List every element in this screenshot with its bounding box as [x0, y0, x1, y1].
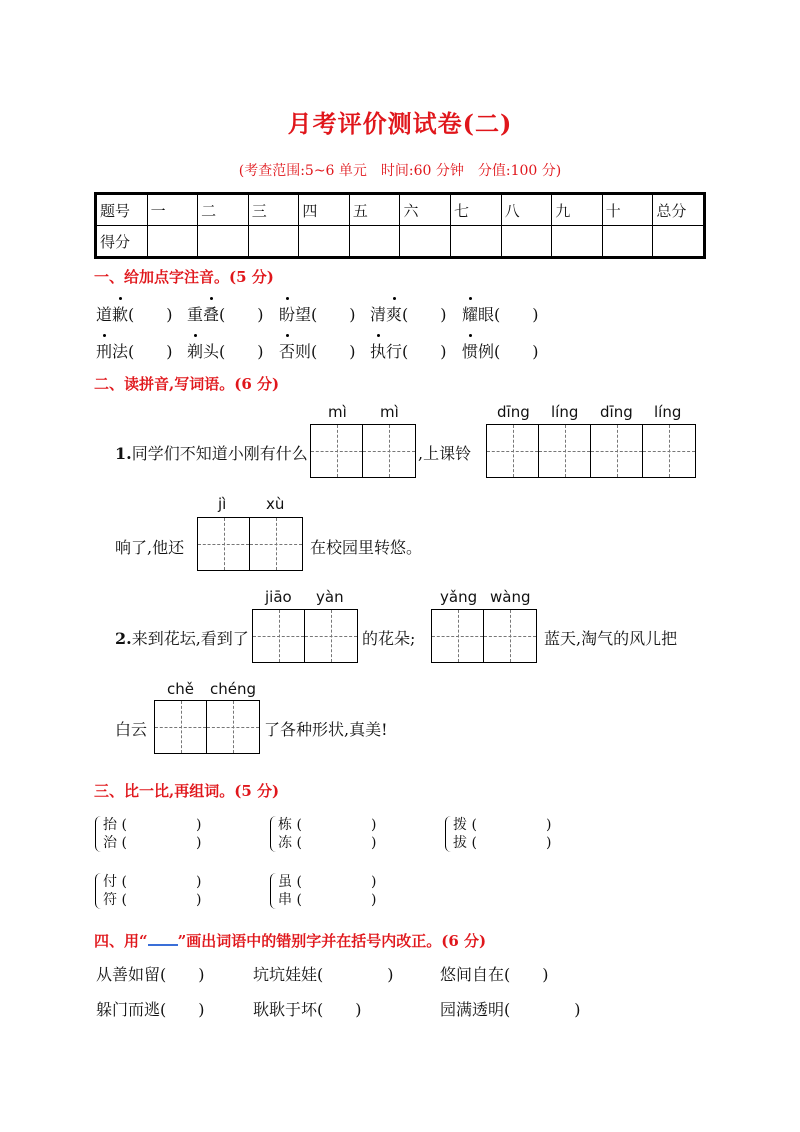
correction-item: 园满透明( ): [440, 1000, 581, 1019]
phonetic-item: 重叠( ): [187, 302, 264, 325]
compare-pair: 拨 ( 拔 (: [453, 816, 477, 852]
correction-item: 从善如留( ): [96, 965, 205, 984]
score-input-cell[interactable]: [147, 226, 198, 258]
writing-grid[interactable]: [310, 424, 416, 478]
table-cell: 二: [198, 194, 249, 226]
table-cell: 五: [349, 194, 400, 226]
exam-info: (考查范围:5~6 单元 时间:60 分钟 分值:100 分): [238, 163, 562, 179]
section-2-heading: 二、读拼音,写词语。(6 分): [94, 375, 280, 393]
compare-pair-close: ) ): [196, 874, 202, 908]
compare-pair-close: ) ): [546, 817, 552, 851]
pinyin-label: mì: [380, 403, 399, 421]
compare-pair: 栋 ( 冻 (: [278, 816, 302, 852]
table-cell: 九: [552, 194, 603, 226]
table-cell: 总分: [653, 194, 705, 226]
score-input-cell[interactable]: [501, 226, 552, 258]
compare-pair: 付 ( 符 (: [103, 873, 127, 909]
question-text: 2.来到花坛,看到了: [115, 629, 249, 648]
question-text: 1.同学们不知道小刚有什么: [115, 444, 308, 463]
section-3-heading: 三、比一比,再组词。(5 分): [94, 782, 280, 800]
phonetic-item: 清爽( ): [370, 302, 447, 325]
table-cell: 七: [451, 194, 502, 226]
phonetic-item: 道歉( ): [96, 302, 173, 325]
question-text: 的花朵;: [362, 629, 416, 648]
phonetic-item: 否则( ): [279, 339, 356, 362]
correction-item: 耿耿于坏( ): [253, 1000, 362, 1019]
phonetic-item: 盼望( ): [279, 302, 356, 325]
pinyin-label: chéng: [210, 680, 257, 698]
score-input-cell[interactable]: [653, 226, 705, 258]
phonetic-item: 刑法( ): [96, 339, 173, 362]
score-input-cell[interactable]: [400, 226, 451, 258]
table-cell: 得分: [96, 226, 148, 258]
question-text: 在校园里转悠。: [310, 538, 423, 557]
score-input-cell[interactable]: [451, 226, 502, 258]
score-input-cell[interactable]: [198, 226, 249, 258]
correction-item: 躲门而逃( ): [96, 1000, 205, 1019]
phonetic-item: 执行( ): [370, 339, 447, 362]
table-cell: 题号: [96, 194, 148, 226]
compare-pair: 虽 ( 串 (: [278, 873, 302, 909]
section-4-heading: 四、用“ ”画出词语中的错别字并在括号内改正。(6 分): [94, 932, 487, 950]
table-cell: 一: [147, 194, 198, 226]
phonetic-item: 惯例( ): [462, 339, 539, 362]
pinyin-label: wàng: [490, 588, 531, 606]
score-input-cell[interactable]: [552, 226, 603, 258]
table-row: [96, 194, 705, 226]
table-cell: 八: [501, 194, 552, 226]
compare-pair-close: ) ): [371, 874, 377, 908]
compare-pair-close: ) ): [371, 817, 377, 851]
pinyin-label: yǎng: [440, 588, 478, 606]
page-title: 月考评价测试卷(二): [287, 109, 513, 138]
table-row: [96, 226, 705, 258]
pinyin-label: chě: [167, 680, 194, 698]
phonetic-item: 耀眼( ): [462, 302, 539, 325]
underline-sample: [148, 932, 178, 946]
score-input-cell[interactable]: [299, 226, 350, 258]
pinyin-label: mì: [328, 403, 347, 421]
writing-grid[interactable]: [486, 424, 696, 478]
score-input-cell[interactable]: [602, 226, 653, 258]
question-text: ,上课铃: [418, 444, 472, 463]
writing-grid[interactable]: [252, 609, 358, 663]
pinyin-label: jiāo: [265, 588, 292, 606]
question-text: 蓝天,淘气的风儿把: [544, 629, 678, 648]
writing-grid[interactable]: [431, 609, 537, 663]
score-input-cell[interactable]: [248, 226, 299, 258]
pinyin-label: dīng: [497, 403, 530, 421]
writing-grid[interactable]: [197, 517, 303, 571]
table-cell: 六: [400, 194, 451, 226]
table-cell: 四: [299, 194, 350, 226]
question-text: 了各种形状,真美!: [264, 720, 388, 739]
writing-grid[interactable]: [154, 700, 260, 754]
score-input-cell[interactable]: [349, 226, 400, 258]
pinyin-label: dīng: [600, 403, 633, 421]
correction-item: 悠间自在( ): [440, 965, 549, 984]
compare-pair: 抬 ( 治 (: [103, 816, 127, 852]
table-cell: 十: [602, 194, 653, 226]
pinyin-label: líng: [654, 403, 682, 421]
score-table: [94, 192, 706, 259]
correction-item: 坑坑娃娃( ): [253, 965, 394, 984]
question-text: 白云: [115, 720, 148, 739]
pinyin-label: yàn: [316, 588, 344, 606]
pinyin-label: jì: [218, 495, 227, 513]
pinyin-label: xù: [266, 495, 285, 513]
section-1-heading: 一、给加点字注音。(5 分): [94, 268, 274, 286]
phonetic-item: 剃头( ): [187, 339, 264, 362]
question-text: 响了,他还: [115, 538, 185, 557]
table-cell: 三: [248, 194, 299, 226]
compare-pair-close: ) ): [196, 817, 202, 851]
pinyin-label: líng: [551, 403, 579, 421]
